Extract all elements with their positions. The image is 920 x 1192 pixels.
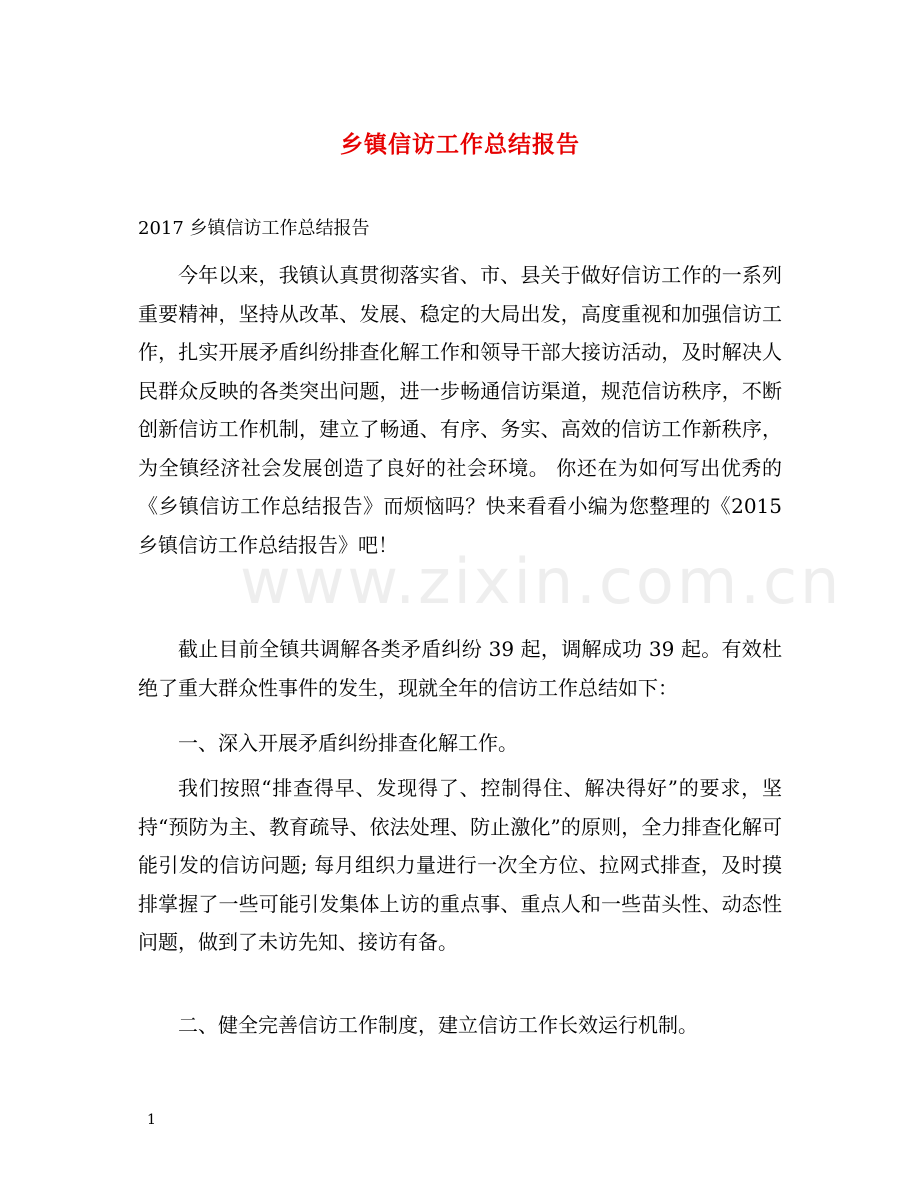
paragraph-heading-1: 一、深入开展矛盾纠纷排查化解工作。 <box>178 731 518 755</box>
paragraph-summary: 截止目前全镇共调解各类矛盾纠纷 39 起，调解成功 39 起。有效杜绝了重大群众性事件的发生，现就全年的信访工作总结如下： <box>138 637 782 700</box>
paragraph-body-1: 我们按照“排查得早、发现得了、控制得住、解决得好”的要求，坚持“预防为主、教育疏导、依法处理、防止激化”的原则，全力排查化解可能引发的信访问题; 每月组织力量进行一次全方位、拉网式排查，及时摸排掌握了一些可能引发集体上访的重点事、重点人和一些苗头性、动态性问题，做到了未访先知、接访有备。 <box>138 776 782 954</box>
paragraph-heading-2: 二、健全完善信访工作制度，建立信访工作长效运行机制。 <box>178 1013 698 1037</box>
document-subtitle: 2017 乡镇信访工作总结报告 <box>138 218 370 239</box>
page-number: 1 <box>147 1112 156 1128</box>
document-title: 乡镇信访工作总结报告 <box>340 131 580 158</box>
watermark: www.zixin.com.cn <box>240 545 843 618</box>
paragraph-intro: 今年以来，我镇认真贯彻落实省、市、县关于做好信访工作的一系列重要精神，坚持从改革、发展、稳定的大局出发，高度重视和加强信访工作，扎实开展矛盾纠纷排查化解工作和领导干部大接访活动，及时解决人民群众反映的各类突出问题，进一步畅通信访渠道，规范信访秩序，不断创新信访工作机制，建立了畅通、有序、务实、高效的信访工作新秩序，为全镇经济社会发展创造了良好的社会环境。 你还在为如何写出优秀的《乡镇信访工作总结报告》而烦恼吗？快来看看小编为您整理的《2015 乡镇信访工作总结报告》吧！ <box>138 263 782 557</box>
